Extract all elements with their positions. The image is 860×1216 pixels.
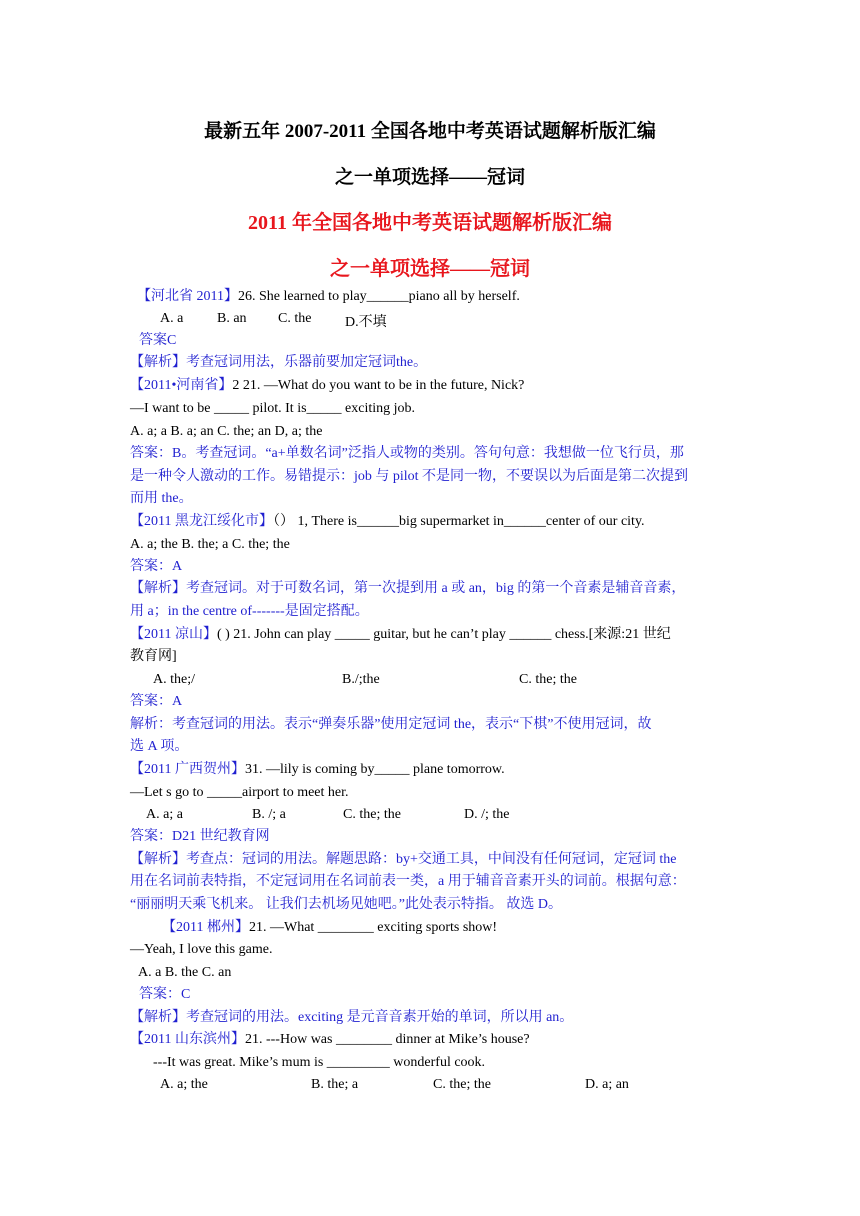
option-d: D.不填 — [345, 315, 387, 330]
question-source: 【2011 郴州】 — [162, 920, 249, 935]
question-stem: （） 1, There is______big supermarket in______center of our city. — [272, 514, 645, 529]
answer: 答案：A — [130, 694, 183, 709]
answer: 答案：C — [139, 987, 191, 1002]
answer: 答案：A — [130, 559, 183, 574]
option-a: A. a — [160, 311, 184, 326]
analysis-line: 答案：B。考查冠词。“a+单数名词”泛指人或物的类别。答句句意：我想做一位飞行员，那 — [130, 446, 684, 461]
question-stem: 26. She learned to play______piano all by herself. — [237, 289, 520, 304]
analysis-line: 而用 the。 — [130, 491, 193, 506]
analysis-line: 选 A 项。 — [130, 739, 189, 754]
option-b: B. the; a — [311, 1077, 359, 1092]
question-stem: 2 21. —What do you want to be in the future, Nick? — [232, 378, 525, 393]
option-a: A. a; a — [146, 807, 183, 822]
question-1 — [137, 288, 520, 306]
question-line: ---It was great. Mike’s mum is _________ wonderful cook. — [153, 1055, 486, 1070]
option-a: A. the;/ — [153, 672, 195, 687]
option-b: B. /; a — [252, 807, 286, 822]
options: A. a; a B. a; an C. the; an D, a; the — [130, 424, 323, 439]
options: A. a; the B. the; a C. the; the — [130, 537, 290, 552]
analysis-line: 【解析】考查点：冠词的用法。解题思路：by+交通工具，中间没有任何冠词，定冠词 the — [130, 852, 677, 867]
analysis: 【解析】考查冠词用法，乐器前要加定冠词the。 — [130, 355, 428, 370]
question-source: 【2011 凉山】 — [130, 627, 217, 642]
answer: 答案C — [139, 333, 177, 348]
analysis: 【解析】考查冠词的用法。exciting 是元音音素开始的单词，所以用 an。 — [130, 1010, 574, 1025]
question-5 — [130, 761, 505, 779]
question-source: 【河北省 2011】 — [137, 289, 238, 304]
option-c: C. the — [278, 311, 312, 326]
options: A. a B. the C. an — [138, 965, 232, 980]
question-stem: 21. —What ________ exciting sports show! — [248, 920, 498, 935]
question-source: 【2011 黑龙江绥化市】 — [130, 514, 273, 529]
question-line: —Let s go to _____airport to meet her. — [130, 785, 349, 800]
question-source: 【2011 山东滨州】 — [130, 1032, 245, 1047]
option-b: B./;the — [342, 672, 380, 687]
question-7 — [130, 1031, 530, 1049]
main-title-line-1: 最新五年 2007-2011 全国各地中考英语试题解析版汇编 — [204, 121, 656, 142]
option-b: B. an — [217, 311, 247, 326]
sub-title-line-1: 2011 年全国各地中考英语试题解析版汇编 — [248, 212, 612, 234]
question-stem: 31. —lily is coming by_____ plane tomorrow. — [244, 762, 505, 777]
analysis-line: 【解析】考查冠词。对于可数名词，第一次提到用 a 或 an，big 的第一个音素是辅音音素， — [130, 581, 686, 596]
sub-title-line-2: 之一单项选择——冠词 — [330, 258, 530, 280]
question-6 — [162, 919, 497, 937]
question-stem-cont: 教育网] — [130, 649, 177, 664]
analysis-line: 解析：考查冠词的用法。表示“弹奏乐器”使用定冠词 the，表示“下棋”不使用冠词，故 — [130, 717, 652, 732]
answer: 答案：D21 世纪教育网 — [130, 829, 270, 844]
option-d: D. /; the — [464, 807, 510, 822]
question-source: 【2011•河南省】 — [130, 378, 233, 393]
option-c: C. the; the — [433, 1077, 491, 1092]
question-stem: 21. ---How was ________ dinner at Mike’s house? — [244, 1032, 530, 1047]
analysis-line: 是一种令人激动的工作。易错提示：job 与 pilot 不是同一物，不要误以为后面是第二次提到 — [130, 469, 689, 484]
analysis-line: 用在名词前表特指，不定冠词用在名词前表一类，a 用于辅音音素开头的词前。根据句意： — [130, 874, 686, 889]
question-3 — [130, 513, 645, 531]
option-c: C. the; the — [519, 672, 577, 687]
option-a: A. a; the — [160, 1077, 208, 1092]
question-stem: ( ) 21. John can play _____ guitar, but he can’t play ______ chess.[来源:21 世纪 — [216, 627, 671, 642]
option-c: C. the; the — [343, 807, 401, 822]
question-4 — [130, 626, 671, 644]
question-line: —I want to be _____ pilot. It is_____ exciting job. — [130, 401, 416, 416]
main-title-line-2: 之一单项选择——冠词 — [334, 167, 525, 188]
option-d: D. a; an — [585, 1077, 629, 1092]
question-2 — [130, 377, 524, 395]
analysis-line: 用 a；in the centre of-------是固定搭配。 — [130, 604, 369, 619]
question-source: 【2011 广西贺州】 — [130, 762, 245, 777]
analysis-line: “丽丽明天乘飞机来。 让我们去机场见她吧。”此处表示特指。 故选 D。 — [130, 897, 563, 912]
question-line: —Yeah, I love this game. — [130, 942, 273, 957]
